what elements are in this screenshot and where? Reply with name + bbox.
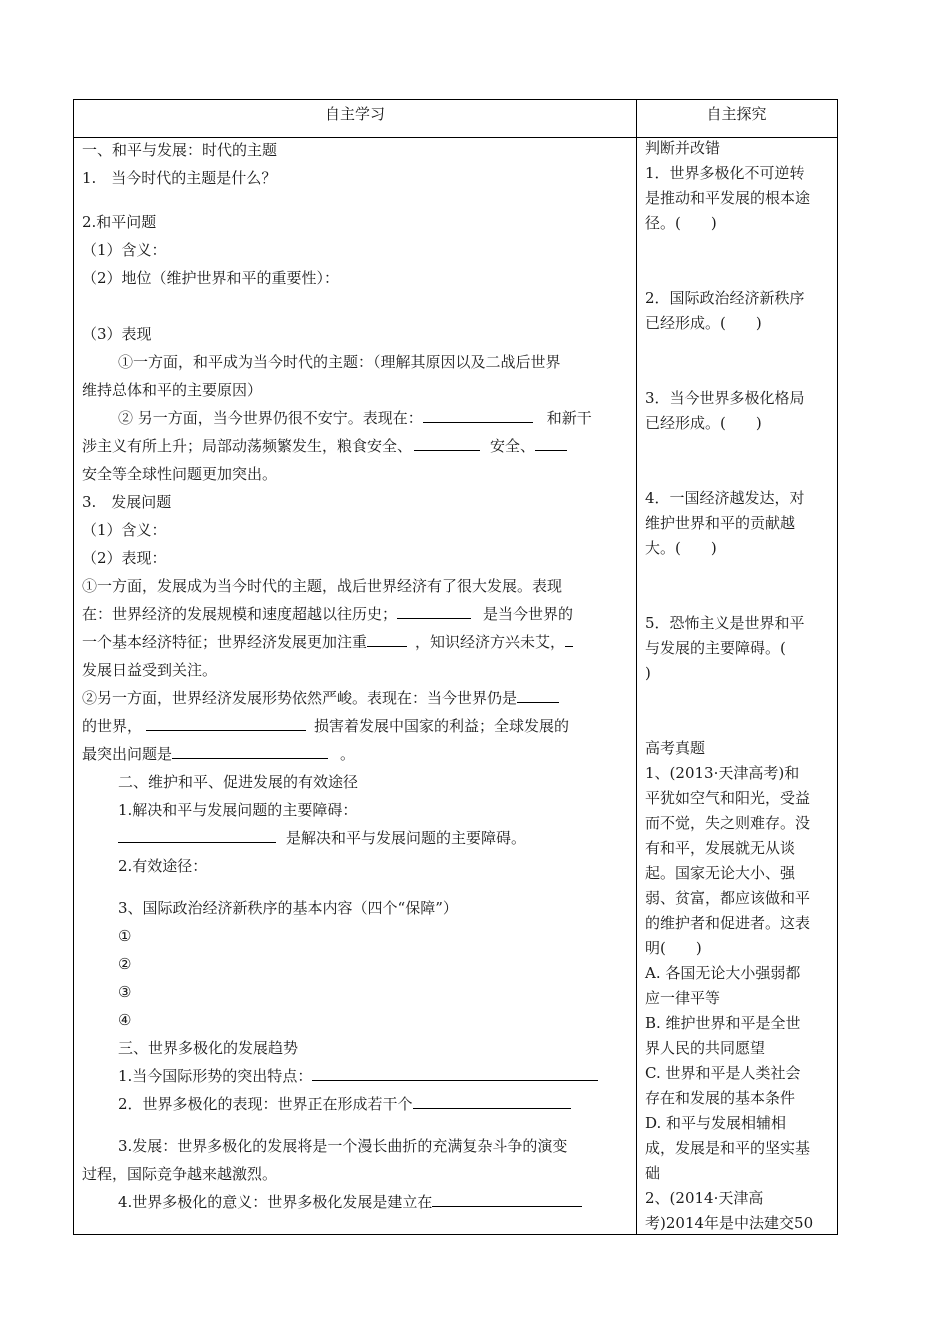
question-3-meaning: （1）含义： [82, 521, 167, 539]
judge-item-5-line: 5．恐怖主义是世界和平 [645, 614, 805, 632]
text-line: 维持总体和平的主要原因） [82, 381, 263, 399]
text-line [82, 432, 630, 460]
fill-blank[interactable] [535, 432, 567, 451]
list-item: ② [118, 955, 132, 973]
text-line: 过程，国际竞争越来越激烈。 [82, 1165, 278, 1183]
column-divider [636, 100, 637, 1234]
text-line [82, 600, 630, 628]
text-fragment: ②另一方面，世界经济发展形势依然严峻。表现在：当今世界仍是 [82, 689, 518, 707]
text-line [82, 1062, 630, 1090]
option-a-line: 应一律平等 [645, 989, 721, 1007]
fill-blank[interactable] [118, 824, 276, 843]
question-2-status: （2）地位（维护世界和平的重要性）： [82, 269, 340, 287]
judge-item-5-line: 与发展的主要障碍。( [645, 639, 786, 657]
text-fragment: 最突出问题是 [82, 745, 173, 763]
text-fragment: 一个基本经济特征；世界经济发展更加注重 [82, 633, 368, 651]
option-c-line: 存在和发展的基本条件 [645, 1089, 796, 1107]
exam-question-1-line: 1、(2013·天津高考)和 [645, 764, 800, 782]
text-line: 安全等全球性问题更加突出。 [82, 465, 278, 483]
exam-question-1-line: 有和平，发展就无从谈 [645, 839, 796, 857]
text-fragment: 4.世界多极化的意义：世界多极化发展是建立在 [118, 1193, 433, 1211]
judge-title: 判断并改错 [645, 139, 721, 157]
text-line [82, 684, 630, 712]
header-right-title: 自主探究 [706, 105, 767, 123]
judge-item-2-line: 2．国际政治经济新秩序 [645, 289, 805, 307]
option-b-line: B. 维护世界和平是全世 [645, 1014, 801, 1032]
text-line [82, 740, 630, 768]
fill-blank[interactable] [565, 628, 573, 647]
question-2-performance: （3）表现 [82, 325, 152, 343]
text-line: 3.发展：世界多极化的发展将是一个漫长曲折的充满复杂斗争的演变 [118, 1137, 568, 1155]
text-fragment: 安全、 [490, 437, 536, 455]
section-1-title: 一、和平与发展：时代的主题 [82, 141, 278, 159]
text-fragment: 是当今世界的 [483, 605, 574, 623]
text-fragment: ② 另一方面，当今世界仍很不安宁。表现在： [118, 409, 423, 427]
option-d-line: 成，发展是和平的坚实基 [645, 1139, 811, 1157]
exam-question-1-line: 弱、贫富，都应该做和平 [645, 889, 811, 907]
fill-blank[interactable] [172, 740, 328, 759]
self-explore-column [645, 136, 833, 1236]
exam-question-1-line: 起。国家无论大小、强 [645, 864, 796, 882]
question-3-performance: （2）表现： [82, 549, 167, 567]
judge-item-4-line: 维护世界和平的贡献越 [645, 514, 796, 532]
exam-question-1-line: 平犹如空气和阳光，受益 [645, 789, 811, 807]
text-fragment: 和新干 [546, 409, 592, 427]
fill-blank[interactable] [432, 1188, 582, 1207]
judge-item-1-line: 是推动和平发展的根本途 [645, 189, 811, 207]
list-item: ③ [118, 983, 132, 1001]
fill-blank[interactable] [414, 432, 480, 451]
section-3-title: 三、世界多极化的发展趋势 [118, 1039, 299, 1057]
text-fragment: 在：世界经济的发展规模和速度超越以往历史； [82, 605, 398, 623]
judge-item-1-line: 径。( ) [645, 214, 717, 232]
text-fragment: 2．世界多极化的表现：世界正在形成若干个 [118, 1095, 413, 1113]
section-2-title: 二、维护和平、促进发展的有效途径 [118, 773, 359, 791]
text-line: 1.解决和平与发展问题的主要障碍： [118, 801, 358, 819]
text-line [82, 628, 630, 656]
judge-item-4-line: 4．一国经济越发达，对 [645, 489, 805, 507]
judge-item-5-line: ) [645, 664, 651, 682]
text-line [82, 1090, 630, 1118]
fill-blank[interactable] [413, 1090, 571, 1109]
text-fragment: 损害着发展中国家的利益；全球发展的 [314, 717, 570, 735]
text-line: 3、国际政治经济新秩序的基本内容（四个“保障”） [118, 899, 458, 917]
fill-blank[interactable] [146, 712, 306, 731]
list-item: ④ [118, 1011, 132, 1029]
header-left-title: 自主学习 [324, 105, 385, 123]
text-fragment: 的世界， [82, 717, 143, 735]
text-line: ①一方面，和平成为当今时代的主题：（理解其原因以及二战后世界 [118, 353, 561, 371]
text-fragment: 是解决和平与发展问题的主要障碍。 [286, 829, 527, 847]
text-fragment: ，知识经济方兴未艾， [415, 633, 566, 651]
judge-item-3-line: 3．当今世界多极化格局 [645, 389, 805, 407]
fill-blank[interactable] [397, 600, 471, 619]
text-line [82, 1188, 630, 1216]
text-line: 发展日益受到关注。 [82, 661, 218, 679]
text-line: 2.有效途径： [118, 857, 208, 875]
fill-blank[interactable] [367, 628, 407, 647]
text-line: ①一方面，发展成为当今时代的主题，战后世界经济有了很大发展。表现 [82, 577, 563, 595]
question-1: 1. 当今时代的主题是什么？ [82, 169, 277, 187]
text-line [82, 712, 630, 740]
text-line [82, 404, 630, 432]
exam-question-2-line: 考)2014年是中法建交50 [645, 1214, 814, 1232]
question-3: 3. 发展问题 [82, 493, 172, 511]
exam-question-1-line: 的维护者和促进者。这表 [645, 914, 811, 932]
option-c-line: C. 世界和平是人类社会 [645, 1064, 801, 1082]
fill-blank[interactable] [423, 404, 533, 423]
text-fragment: 1.当今国际形势的突出特点： [118, 1067, 313, 1085]
option-d-line: D. 和平与发展相辅相 [645, 1114, 787, 1132]
list-item: ① [118, 927, 132, 945]
fill-blank[interactable] [517, 684, 559, 703]
judge-item-4-line: 大。( ) [645, 539, 717, 557]
question-2-meaning: （1）含义： [82, 241, 167, 259]
text-line [82, 824, 630, 852]
text-fragment: 。 [340, 745, 356, 763]
judge-item-2-line: 已经形成。( ) [645, 314, 762, 332]
exam-question-2-line: 2、(2014·天津高 [645, 1189, 764, 1207]
exam-question-1-line: 而不觉，失之则难存。没 [645, 814, 811, 832]
option-d-line: 础 [645, 1164, 661, 1182]
question-2: 2.和平问题 [82, 213, 157, 231]
judge-item-3-line: 已经形成。( ) [645, 414, 762, 432]
fill-blank[interactable] [312, 1062, 598, 1081]
self-study-column [82, 136, 630, 1216]
judge-item-1-line: 1．世界多极化不可逆转 [645, 164, 805, 182]
option-b-line: 界人民的共同愿望 [645, 1039, 766, 1057]
option-a-line: A. 各国无论大小强弱都 [645, 964, 801, 982]
exam-title: 高考真题 [645, 739, 706, 757]
study-table [73, 99, 838, 1235]
exam-question-1-line: 明( ) [645, 939, 702, 957]
text-fragment: 涉主义有所上升；局部动荡频繁发生，粮食安全、 [82, 437, 413, 455]
